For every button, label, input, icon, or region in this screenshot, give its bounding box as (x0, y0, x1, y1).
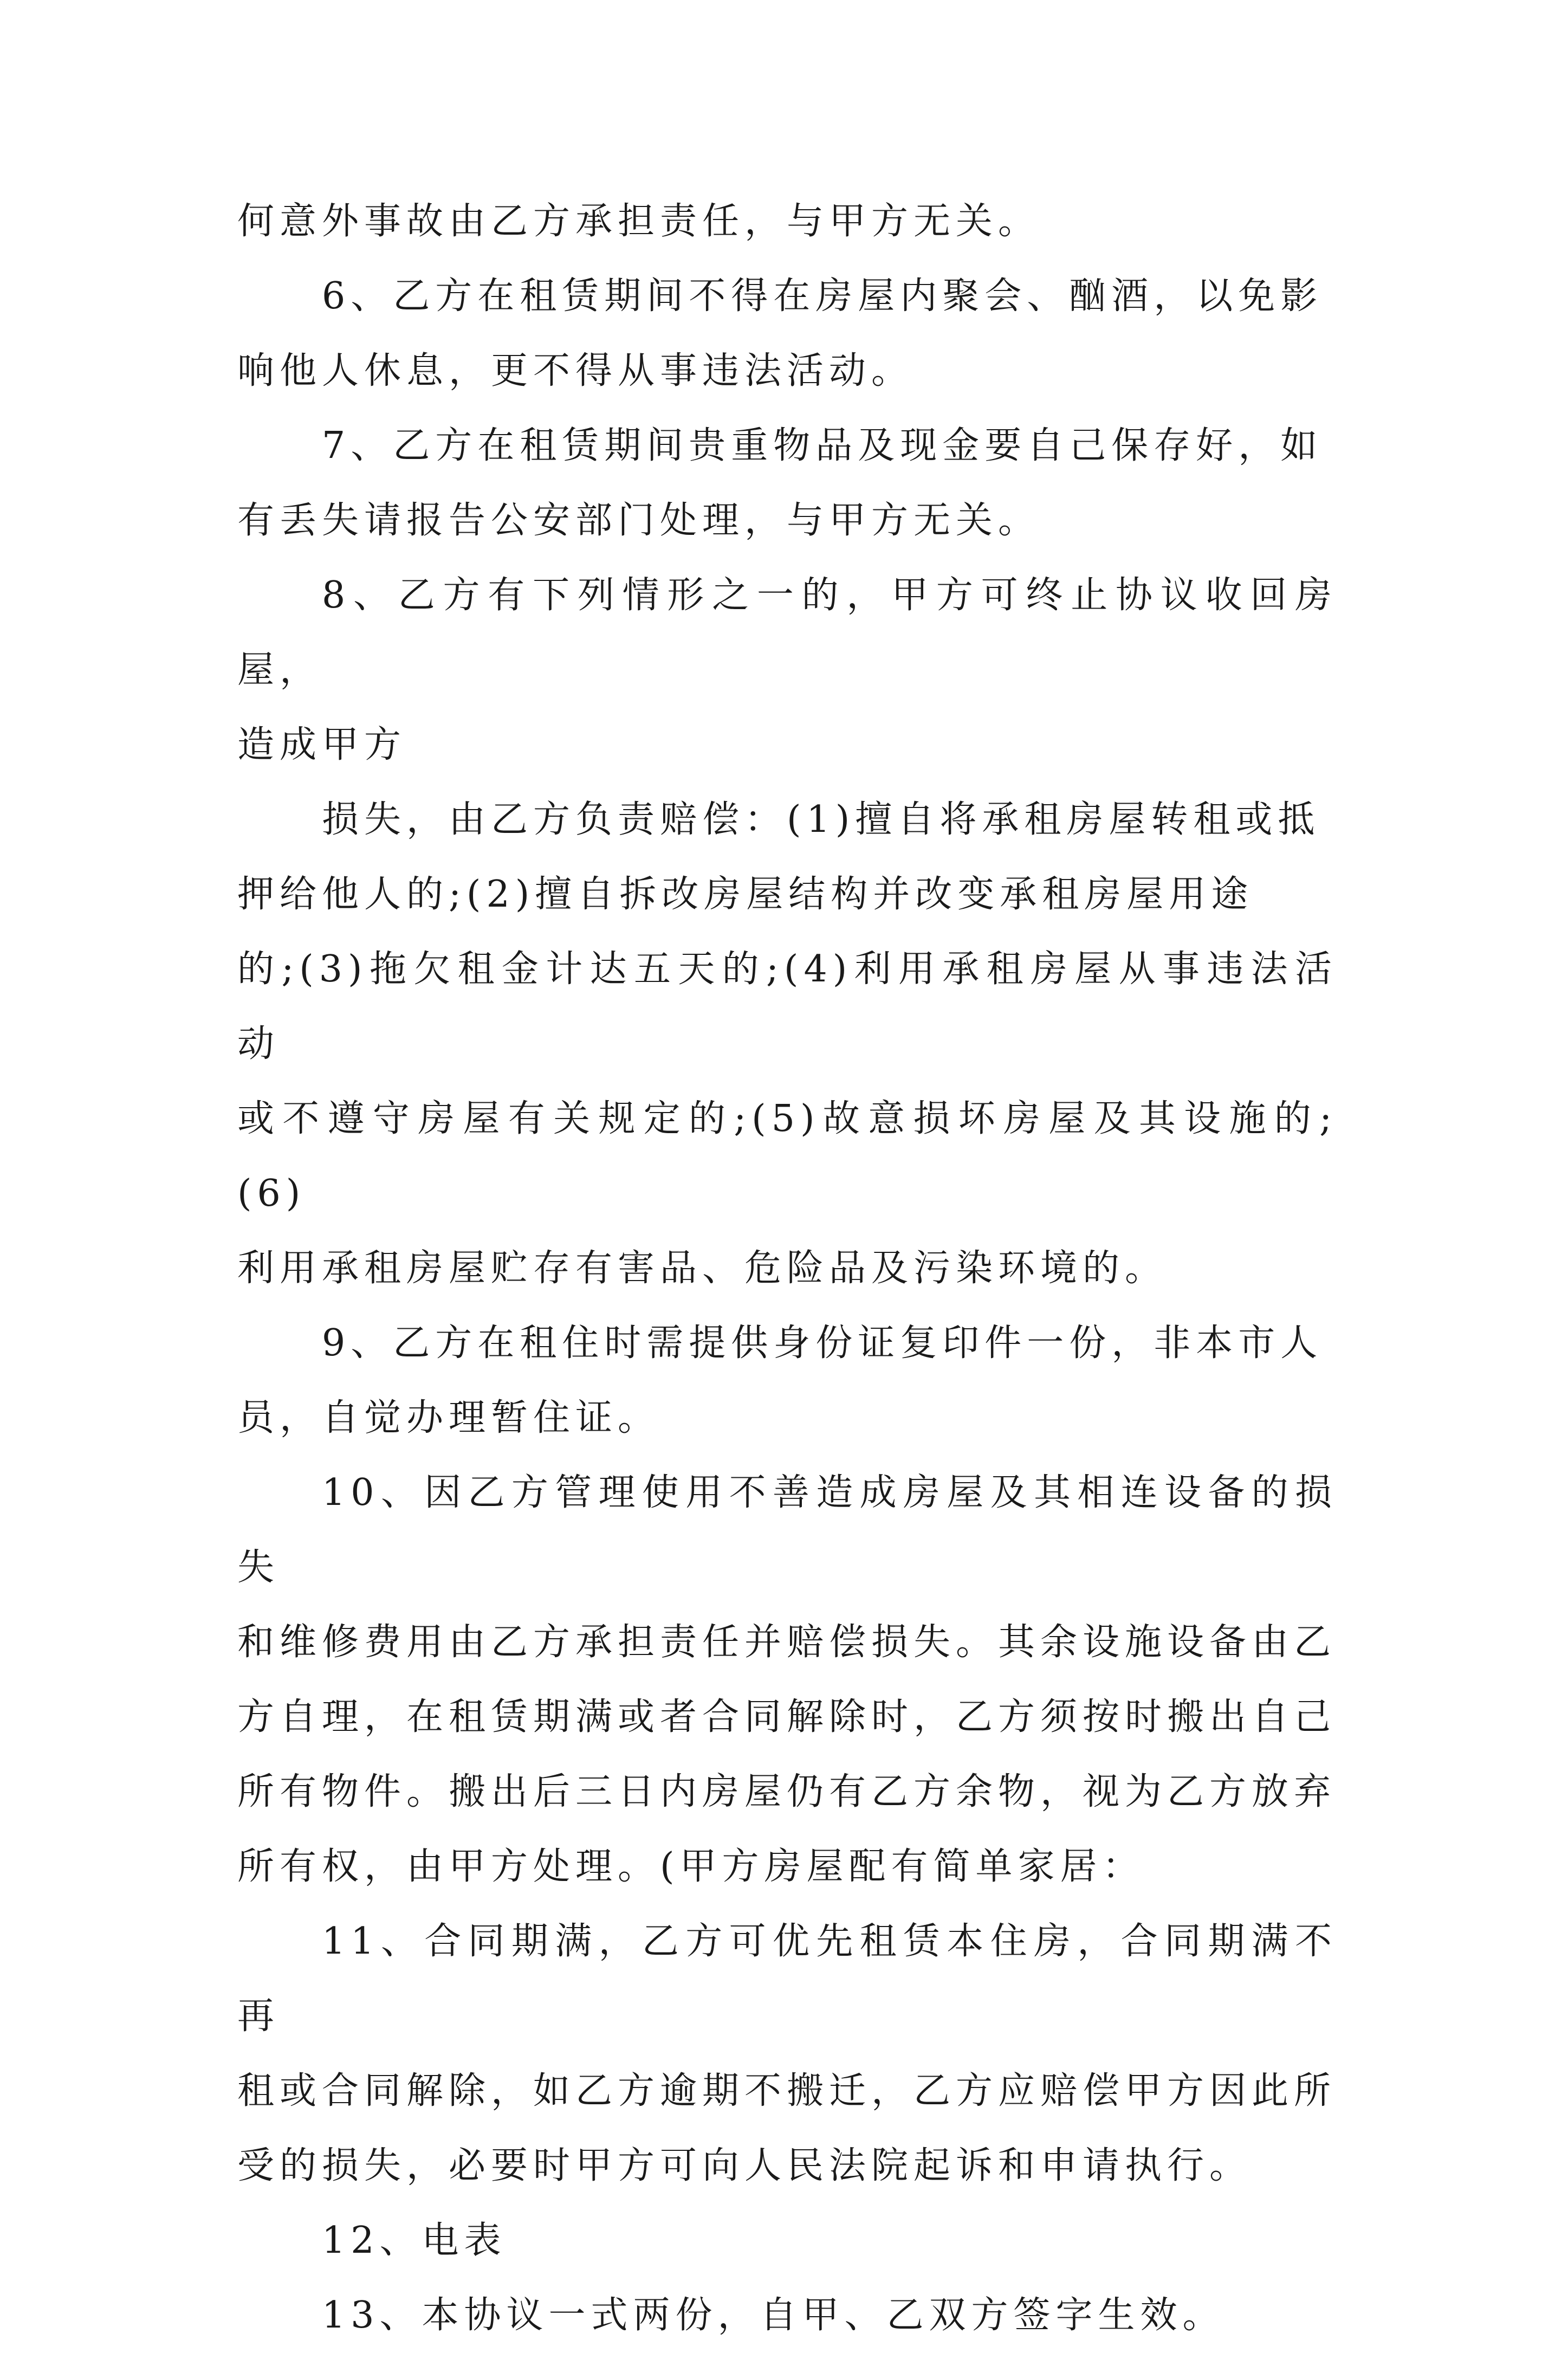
paragraph-clause-11: 11、合同期满，乙方可优先租赁本住房，合同期满不再 租或合同解除，如乙方逾期不搬迁，乙方应赔偿甲方因此所 受的损失，必要时甲方可向人民法院起诉和申请执行。 (237, 1920, 1337, 2187)
paragraph-clause-10: 10、因乙方管理使用不善造成房屋及其相连设备的损失 和维修费用由乙方承担责任并赔偿损失。其余设施设备由乙 方自理，在租赁期满或者合同解除时，乙方须按时搬出自己 所有物件。搬出后三日内房屋仍有乙方余物，视为乙方放弃 所有权，由甲方处理。(甲方房屋配有简单家居： (237, 1471, 1337, 1888)
paragraph-clause-7: 7、乙方在租赁期间贵重物品及现金要自己保存好，如 有丢失请报告公安部门处理，与甲方无关。 (237, 424, 1323, 542)
paragraph-clause-13: 13、本协议一式两份，自甲、乙双方签字生效。 (322, 2294, 1225, 2337)
paragraph-clause-12: 12、电表 (322, 2219, 507, 2262)
paragraph-clause-8: 8、乙方有下列情形之一的，甲方可终止协议收回房屋， 造成甲方 (237, 574, 1337, 766)
paragraph-clause-8-details: 损失，由乙方负责赔偿：(1)擅自将承租房屋转租或抵 押给他人的;(2)擅自拆改房屋结构并改变承租房屋用途 的;(3)拖欠租金计达五天的;(4)利用承租房屋从事违法活动 或不遵守房屋有关规定的;(5)故意损坏房屋及其设施的;(6) 利用承租房屋贮存有害品、危险品及污染环境的。 (237, 798, 1337, 1290)
paragraph-clause-6: 6、乙方在租赁期间不得在房屋内聚会、酗酒，以免影 响他人休息，更不得从事违法活动。 (237, 275, 1323, 392)
document-body (237, 184, 1337, 2353)
paragraph-continuation: 何意外事故由乙方承担责任，与甲方无关。 (237, 200, 1041, 243)
paragraph-clause-9: 9、乙方在租住时需提供身份证复印件一份，非本市人 员，自觉办理暂住证。 (237, 1322, 1323, 1439)
